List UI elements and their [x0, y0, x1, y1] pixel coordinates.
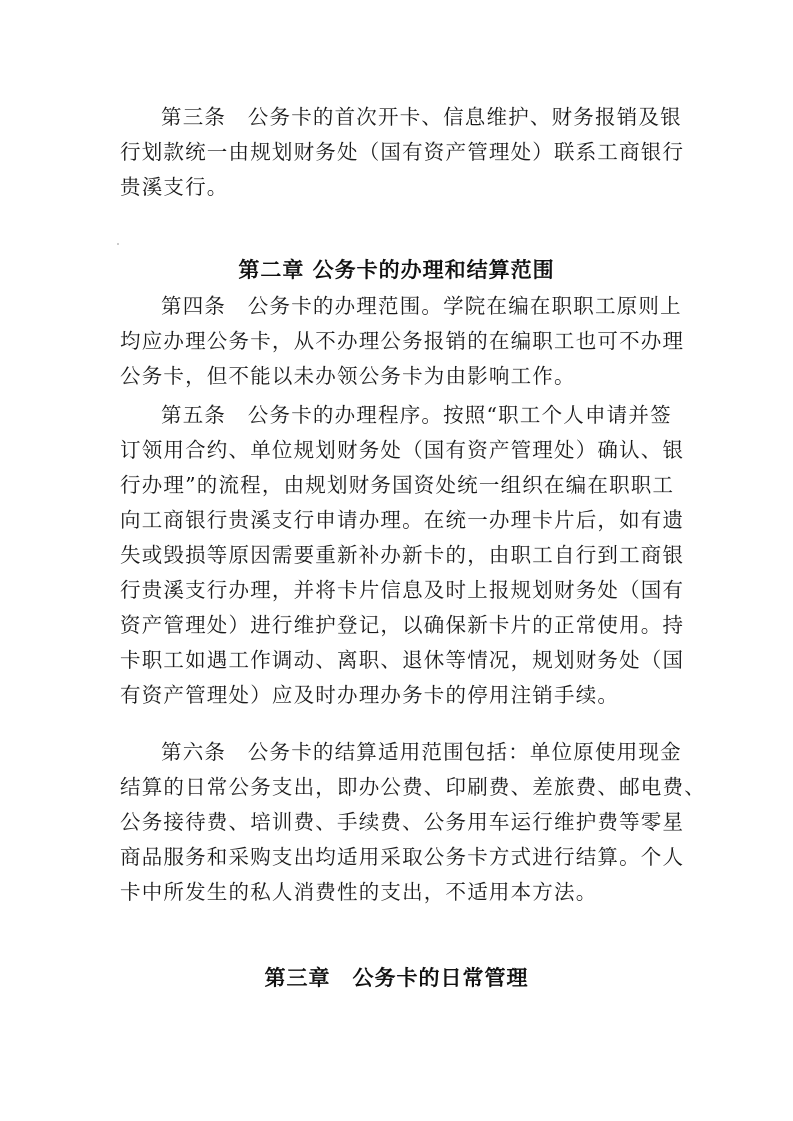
scan-speck: [117, 243, 119, 245]
article-4-line-3: 公务卡，但不能以未办领公务卡为由影响工作。: [120, 364, 576, 388]
article-6-line-2: 结算的日常公务支出，即办公费、印刷费、差旅费、邮电费、: [120, 775, 706, 799]
article-6: [120, 735, 706, 910]
chapter-2-heading: 第二章 公务卡的办理和结算范围: [238, 258, 555, 282]
article-3-line-1: 第三条 公务卡的首次开卡、信息维护、财务报销及银: [161, 105, 682, 129]
article-5-line-4: 向工商银行贵溪支行申请办理。在统一办理卡片后，如有遗: [120, 508, 685, 532]
article-5-line-3: 行办理”的流程，由规划财务国资处统一组织在编在职职工: [120, 473, 675, 497]
article-6-line-5: 卡中所发生的私人消费性的支出，不适用本方法。: [120, 880, 598, 904]
article-6-line-1: 第六条 公务卡的结算适用范围包括：单位原使用现金: [161, 740, 682, 764]
chapter-3-heading: 第三章 公务卡的日常管理: [264, 966, 529, 990]
article-5-line-6: 行贵溪支行办理，并将卡片信息及时上报规划财务处（国有: [120, 578, 685, 602]
article-5: [120, 398, 685, 713]
article-5-line-1: 第五条 公务卡的办理程序。按照“职工个人申请并签: [161, 403, 672, 427]
article-3-line-3: 贵溪支行。: [120, 175, 229, 199]
article-5-line-5: 失或毁损等原因需要重新补办新卡的，由职工自行到工商银: [120, 543, 685, 567]
article-4: [120, 289, 685, 394]
article-3: [120, 100, 685, 205]
article-6-line-4: 商品服务和采购支出均适用采取公务卡方式进行结算。个人: [120, 845, 685, 869]
article-6-line-3: 公务接待费、培训费、手续费、公务用车运行维护费等零星: [120, 810, 685, 834]
article-3-line-2: 行划款统一由规划财务处（国有资产管理处）联系工商银行: [120, 140, 685, 164]
article-5-line-2: 订领用合约、单位规划财务处（国有资产管理处）确认、银: [120, 438, 685, 462]
article-4-line-1: 第四条 公务卡的办理范围。学院在编在职职工原则上: [161, 294, 682, 318]
article-5-line-8: 卡职工如遇工作调动、离职、退休等情况，规划财务处（国: [120, 648, 685, 672]
article-4-line-2: 均应办理公务卡，从不办理公务报销的在编职工也可不办理: [120, 329, 685, 353]
article-5-line-9: 有资产管理处）应及时办理办务卡的停用注销手续。: [120, 683, 620, 707]
article-5-line-7: 资产管理处）进行维护登记，以确保新卡片的正常使用。持: [120, 613, 685, 637]
